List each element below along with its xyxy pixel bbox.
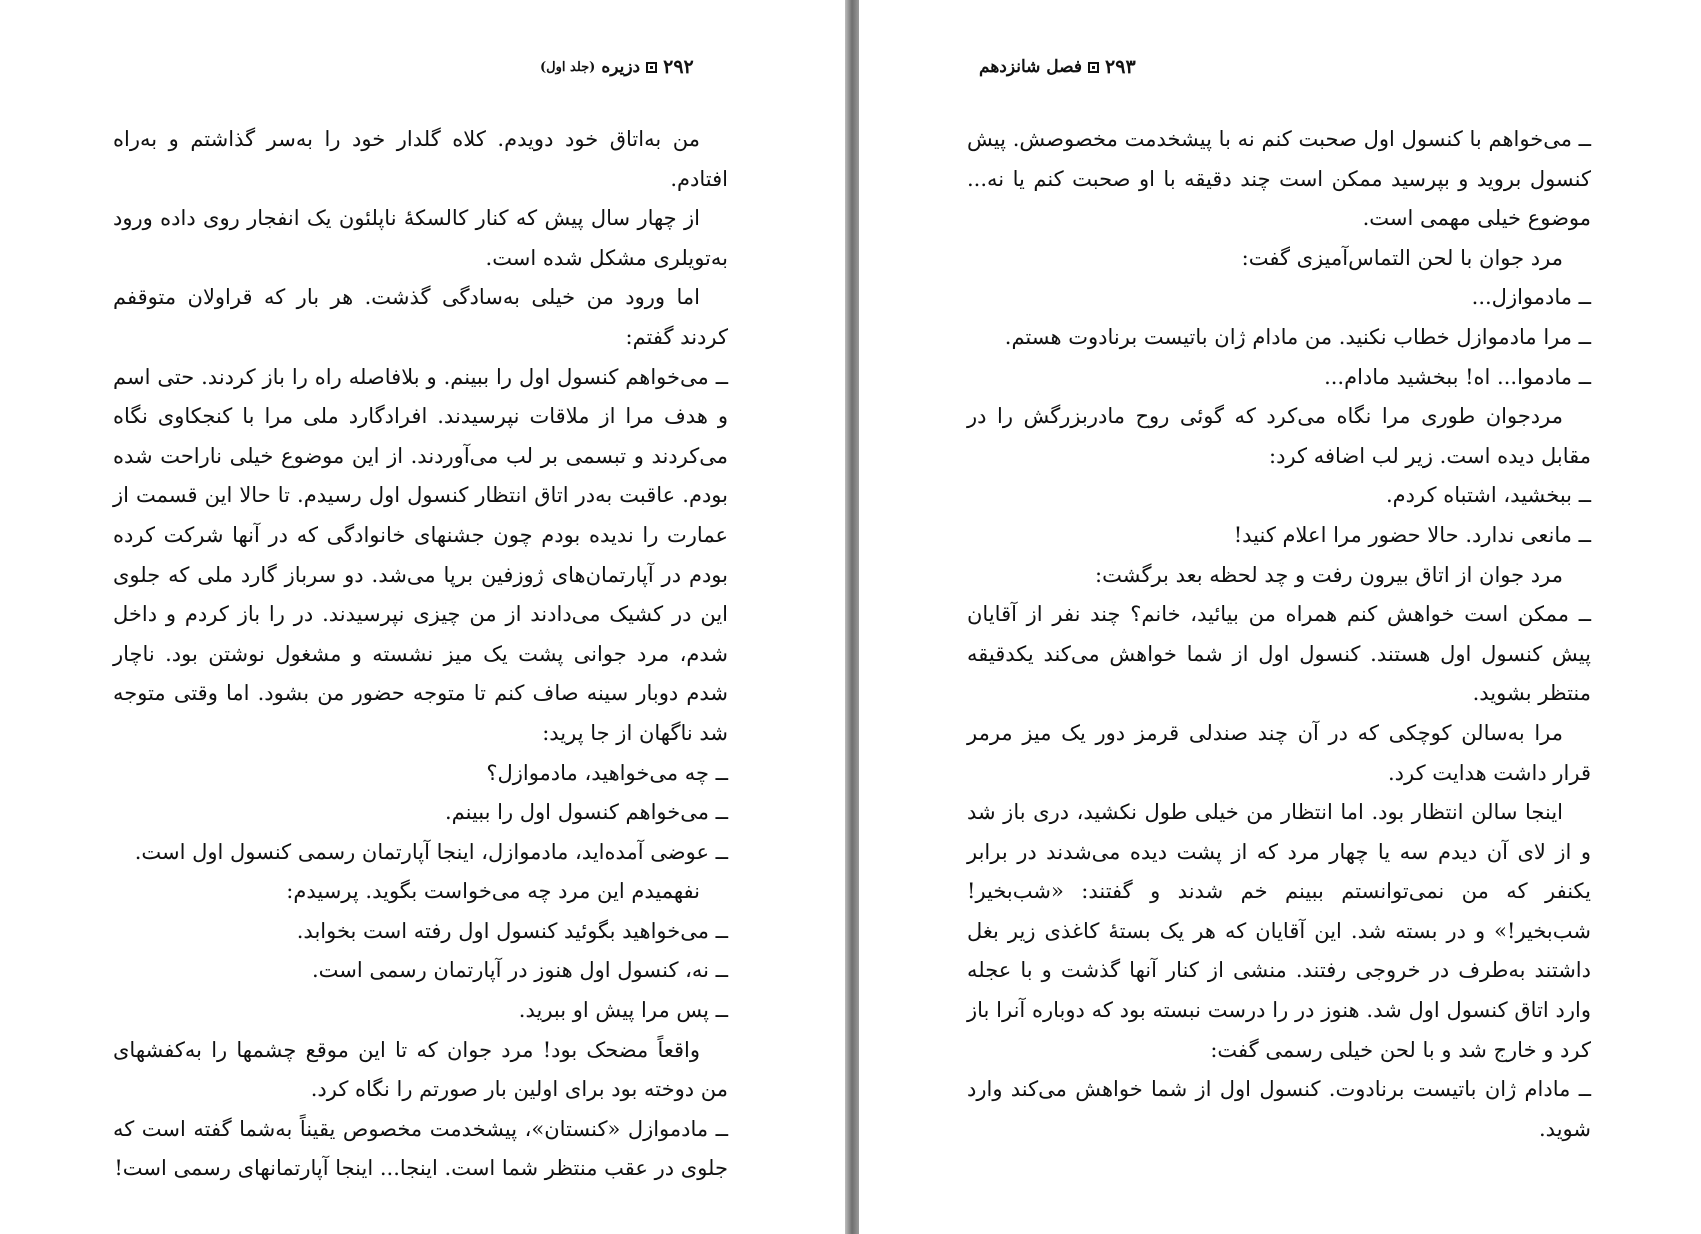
book-gutter [845, 0, 859, 1234]
paragraph: مردجوان طوری مرا نگاه می‌کرد که گوئی روح مادربزرگش را در مقابل دیده است. زیر لب اضافه کرد: [967, 404, 1591, 468]
paragraph: مرد جوان از اتاق بیرون رفت و چد لحظه بعد برگشت: [1095, 562, 1563, 587]
dialogue-line: ــ مرا مادموازل خطاب نکنید. من مادام ژان باتیست برنادوت هستم. [1004, 324, 1591, 349]
dialogue-line: ــ مادموازل... [1471, 285, 1591, 310]
paragraph: از چهار سال پیش که کنار کالسکهٔ ناپلئون یک انفجار روی داده ورود به‌تویلری مشکل شده است. [113, 206, 728, 270]
dialogue-line: ــ ممکن است خواهش کنم همراه من بیائید، خانم؟ چند نفر از آقایان پیش کنسول اول هستند. کنسول اول از شما خواهش می‌کند یکدقیقه منتظر بشوید. [967, 602, 1591, 706]
dialogue-line: ــ می‌خواهید بگوئید کنسول اول رفته است بخوابد. [296, 918, 728, 943]
dialogue-line: ــ می‌خواهم کنسول اول را ببینم. [444, 800, 728, 825]
dialogue-line: ــ عوضی آمده‌اید، مادموازل، اینجا آپارتمان رسمی کنسول اول است. [134, 839, 728, 864]
paragraph: اینجا سالن انتظار بود. اما انتظار من خیلی طول نکشید، دری باز شد و از لای آن دیدم سه یا چهار مرد که از پشت دیده می‌شدند در برابر یکنفر که من نمی‌توانستم ببینم خم شدند و گفتند: «شب‌بخیر! شب‌بخیر!» و در بسته شد. این آقایان که هر یک بستهٔ کاغذی زیر بغل داشتند به‌طرف در خروجی رفتند. منشی از کنار آنها گذشت و با عجله وارد اتاق کنسول اول شد. هنوز در را درست نبسته بود که دوباره آنرا باز کرد و خارج شد و با لحن خیلی رسمی گفت: [967, 800, 1591, 1062]
square-marker-icon [646, 62, 657, 73]
dialogue-line: ــ مادام ژان باتیست برنادوت. کنسول اول از شما خواهش می‌کند وارد شوید. [967, 1077, 1591, 1141]
right-page-number: ۲۹۳ [1105, 56, 1136, 78]
dialogue-line: ــ پس مرا پیش او ببرید. [518, 998, 728, 1023]
right-page-body [967, 120, 1591, 1149]
dialogue-line: ــ مادموازل «کنستان»، پیشخدمت مخصوص یقیناً به‌شما گفته است که جلوی در عقب منتظر شما است. اینجا... اینجا آپارتمانهای رسمی است! [113, 1116, 728, 1181]
dialogue-line: ــ مادموا... اه! ببخشید مادام... [1324, 364, 1591, 389]
square-marker-icon [1088, 62, 1099, 73]
dialogue-line: ــ نه، کنسول اول هنوز در آپارتمان رسمی است. [311, 958, 728, 983]
paragraph: مرا به‌سالن کوچکی که در آن چند صندلی قرمز دور یک میز مرمر قرار داشت هدایت کرد. [967, 720, 1591, 785]
paragraph: واقعاً مضحک بود! مرد جوان که تا این موقع چشمها را به‌کفشهای من دوخته بود برای اولین بار صورتم را نگاه کرد. [113, 1037, 728, 1102]
paragraph: من به‌اتاق خود دویدم. کلاه گلدار خود را به‌سر گذاشتم و به‌راه افتادم. [113, 127, 728, 191]
dialogue-line: ــ ببخشید، اشتباه کردم. [1385, 483, 1591, 508]
right-page-header [979, 56, 1136, 78]
right-page [859, 0, 1701, 1234]
dialogue-line: ــ می‌خواهم کنسول اول را ببینم. و بلافاصله راه را باز کردند. حتی اسم و هدف مرا از ملاقات نپرسیدند. افرادگارد ملی مرا با کنجکاوی نگاه می‌کردند و تبسمی بر لب می‌آوردند. از این موضوع خیلی ناراحت شده بودم. عاقبت به‌در اتاق انتظار کنسول اول رسیدم. تا حالا این قسمت از عمارت را ندیده بودم چون جشنهای خانوادگی که در آنها شرکت کرده بودم در آپارتمان‌های ژوزفین برپا می‌شد. دو سرباز گارد ملی که جلوی این در کشیک می‌دادند از من چیزی نپرسیدند. در را باز کردم و داخل شدم، مرد جوانی پشت یک میز نشسته و مشغول نوشتن بود. ناچار شدم دوبار سینه صاف کنم تا متوجه حضور من بشود. اما وقتی متوجه شد ناگهان از جا پرید: [113, 364, 728, 745]
left-page-header [540, 56, 694, 78]
paragraph: اما ورود من خیلی به‌سادگی گذشت. هر بار که قراولان متوقفم کردند گفتم: [113, 285, 728, 349]
paragraph: نفهمیدم این مرد چه می‌خواست بگوید. پرسیدم: [286, 879, 700, 904]
left-page [0, 0, 845, 1234]
left-volume-note: (جلد اول) [540, 59, 596, 75]
left-page-number: ۲۹۲ [663, 56, 694, 78]
left-running-title: دزیره [601, 57, 641, 77]
dialogue-line: ــ چه می‌خواهید، مادموازل؟ [486, 760, 728, 785]
left-page-body [113, 120, 728, 1189]
paragraph: مرد جوان با لحن التماس‌آمیزی گفت: [1241, 245, 1563, 270]
right-running-title: فصل شانزدهم [979, 57, 1083, 77]
dialogue-line: ــ می‌خواهم با کنسول اول صحبت کنم نه با پیشخدمت مخصوصش. پیش کنسول بروید و بپرسید ممکن است چند دقیقه با او صحبت کنم یا نه... موضوع خیلی مهمی است. [967, 127, 1591, 231]
dialogue-line: ــ مانعی ندارد. حالا حضور مرا اعلام کنید! [1233, 522, 1591, 547]
